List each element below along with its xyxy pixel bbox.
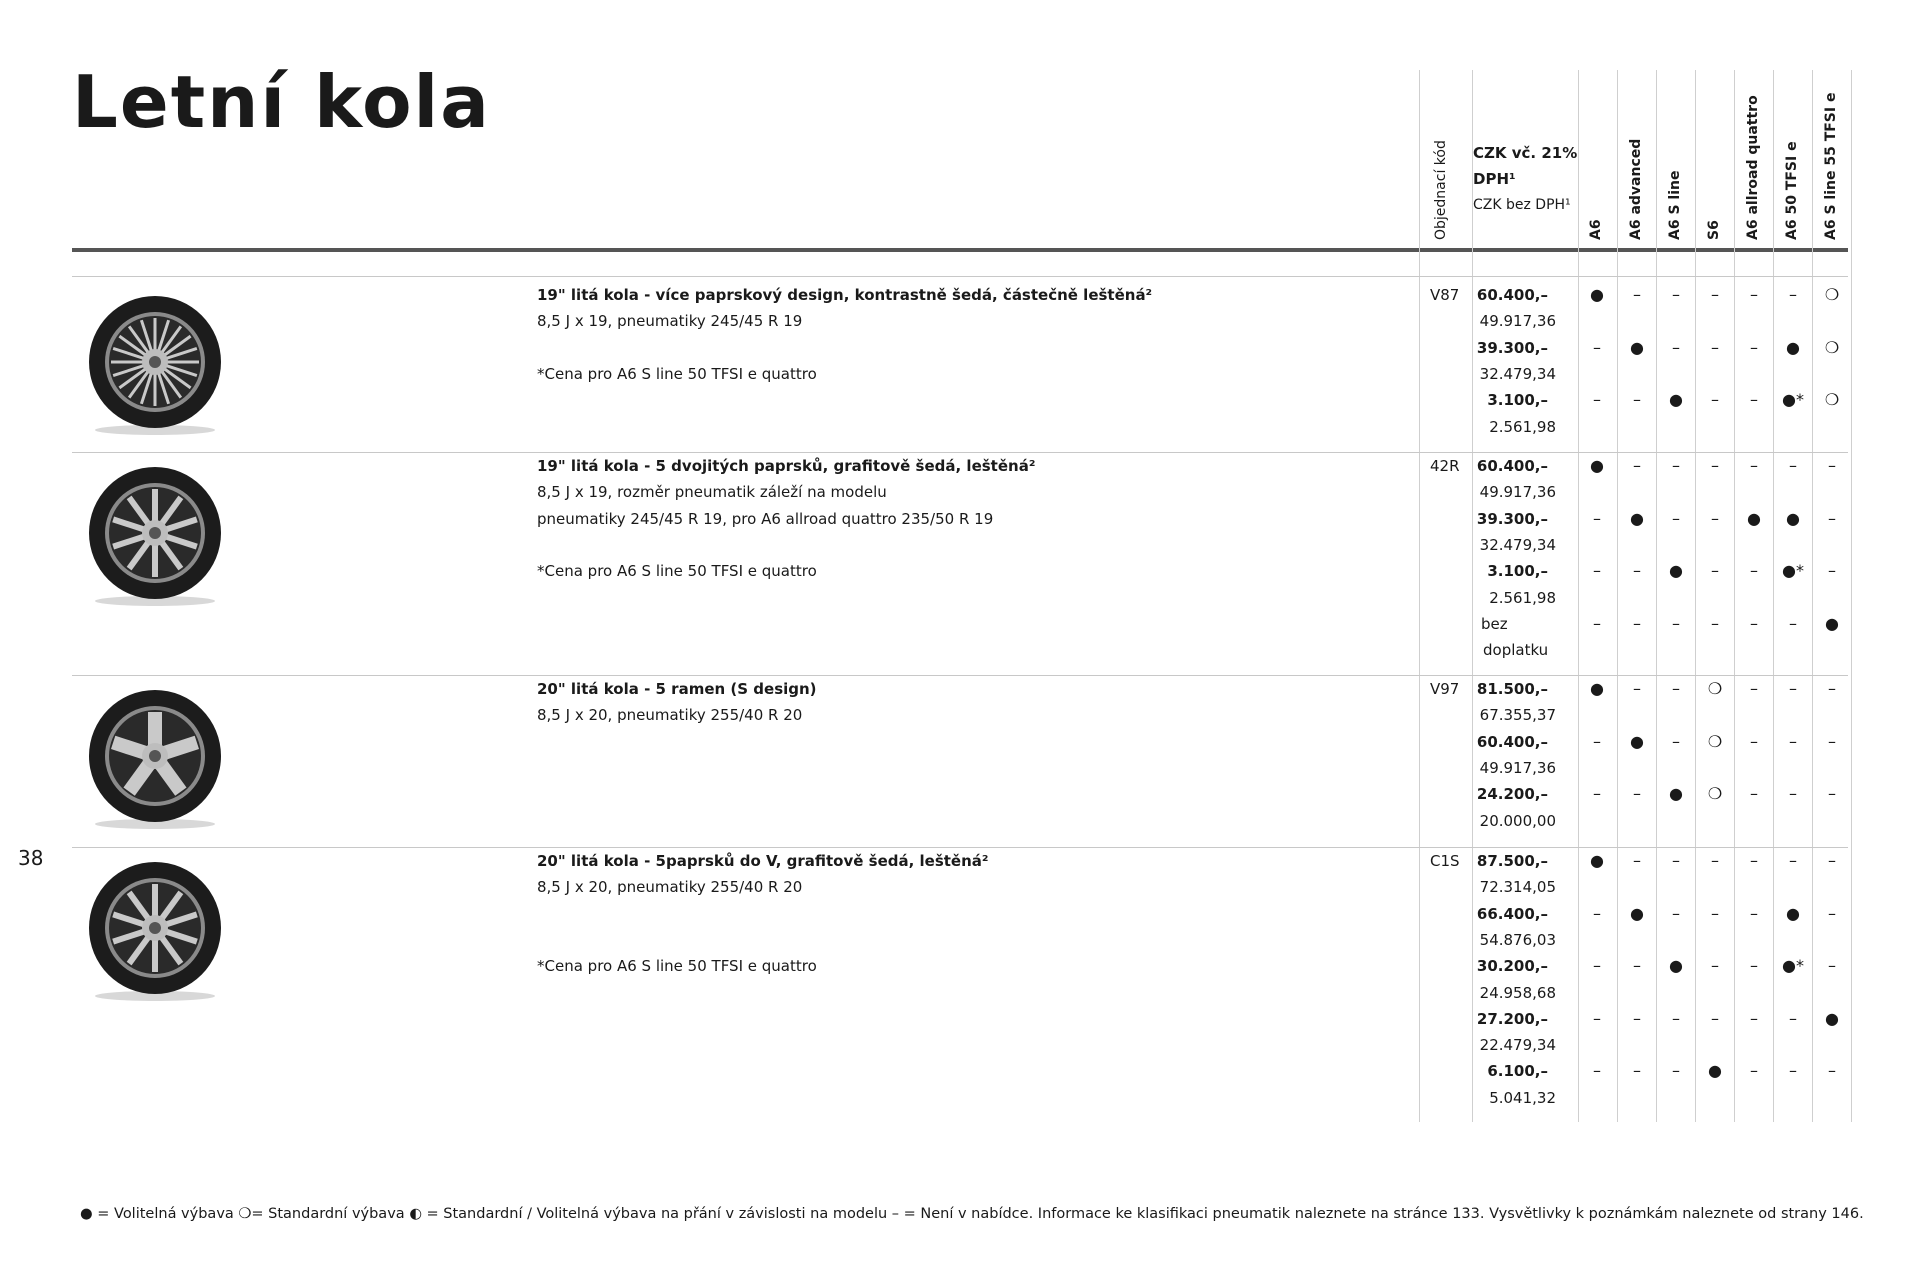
- availability-mark: –: [1672, 731, 1680, 751]
- wheel-description: *Cena pro A6 S line 50 TFSI e quattro: [537, 957, 817, 976]
- availability-mark: –: [1633, 956, 1641, 976]
- order-code: V87: [1430, 286, 1460, 304]
- header-model-5: A6 50 TFSI e: [1784, 141, 1800, 240]
- availability-mark: ●: [1630, 337, 1644, 357]
- availability-mark: –: [1789, 456, 1797, 475]
- column-divider: [1419, 70, 1420, 1122]
- availability-mark: –: [1672, 1061, 1680, 1081]
- wheel-image: [80, 856, 230, 1006]
- availability-mark: ●: [1630, 508, 1644, 528]
- availability-mark: ❍: [1707, 784, 1723, 804]
- availability-mark: –: [1750, 784, 1758, 804]
- wheel-title: 19" litá kola - více paprskový design, kontrastně šedá, částečně leštěná²: [537, 286, 1153, 304]
- header-price-novat: CZK bez DPH¹: [1473, 197, 1571, 213]
- price-with-vat: 27.200,–: [1476, 1009, 1548, 1028]
- availability-mark: –: [1828, 903, 1836, 923]
- wheel-description: 8,5 J x 20, pneumatiky 255/40 R 20: [537, 878, 803, 897]
- availability-mark: ●*: [1782, 390, 1804, 410]
- availability-mark: ❍: [1824, 285, 1840, 304]
- availability-mark: –: [1789, 1008, 1797, 1028]
- availability-mark: –: [1711, 851, 1719, 870]
- availability-mark: –: [1672, 613, 1680, 633]
- availability-mark: ●: [1825, 1008, 1839, 1028]
- availability-mark: –: [1828, 561, 1836, 581]
- price-with-vat: 60.400,–: [1476, 457, 1548, 475]
- wheel-title: 19" litá kola - 5 dvojitých paprsků, grafitově šedá, leštěná²: [537, 457, 1036, 475]
- availability-mark: –: [1711, 956, 1719, 976]
- availability-mark: ❍: [1824, 390, 1840, 410]
- availability-mark: –: [1828, 508, 1836, 528]
- row-divider: [72, 276, 1848, 277]
- wheel-description: *Cena pro A6 S line 50 TFSI e quattro: [537, 364, 817, 383]
- price-with-vat: 87.500,–: [1476, 852, 1548, 870]
- availability-mark: –: [1711, 456, 1719, 475]
- wheel-description: *Cena pro A6 S line 50 TFSI e quattro: [537, 562, 817, 581]
- price-with-vat: 30.200,–: [1476, 957, 1548, 976]
- availability-mark: –: [1750, 337, 1758, 357]
- page-number: 38: [18, 846, 44, 870]
- availability-mark: –: [1633, 1008, 1641, 1028]
- availability-mark: –: [1789, 285, 1797, 304]
- header-model-2: A6 S line: [1667, 170, 1683, 240]
- availability-mark: –: [1711, 390, 1719, 410]
- availability-mark: –: [1711, 337, 1719, 357]
- price-with-vat: 3.100,–: [1487, 562, 1548, 581]
- wheel-description: 8,5 J x 19, pneumatiky 245/45 R 19: [537, 312, 803, 331]
- price-without-vat: 32.479,34: [1479, 535, 1556, 554]
- header-rule: [72, 248, 1848, 252]
- availability-mark: –: [1789, 1061, 1797, 1081]
- wheel-description: pneumatiky 245/45 R 19, pro A6 allroad quattro 235/50 R 19: [537, 509, 994, 528]
- availability-mark: –: [1633, 1061, 1641, 1081]
- availability-mark: –: [1593, 508, 1601, 528]
- price-without-vat: 24.958,68: [1479, 983, 1556, 1002]
- availability-mark: ●*: [1782, 561, 1804, 581]
- availability-mark: ●: [1630, 903, 1644, 923]
- availability-mark: ●: [1590, 285, 1604, 304]
- availability-mark: ●: [1786, 903, 1800, 923]
- availability-mark: ❍: [1707, 731, 1723, 751]
- price-without-vat: 32.479,34: [1479, 364, 1556, 383]
- availability-mark: –: [1750, 285, 1758, 304]
- availability-mark: –: [1750, 731, 1758, 751]
- order-code: C1S: [1430, 852, 1460, 870]
- wheel-image: [80, 461, 230, 611]
- availability-mark: –: [1672, 337, 1680, 357]
- availability-mark: –: [1593, 731, 1601, 751]
- availability-mark: –: [1750, 679, 1758, 698]
- availability-mark: ●: [1747, 508, 1761, 528]
- availability-mark: –: [1750, 956, 1758, 976]
- availability-mark: –: [1750, 851, 1758, 870]
- availability-mark: –: [1633, 679, 1641, 698]
- availability-mark: –: [1593, 784, 1601, 804]
- price-with-vat: 60.400,–: [1476, 286, 1548, 304]
- availability-mark: –: [1828, 679, 1836, 698]
- availability-mark: –: [1593, 613, 1601, 633]
- header-price-vat-1: CZK vč. 21%: [1473, 144, 1578, 162]
- legend: ● = Volitelná výbava ❍= Standardní výbava ◐ = Standardní / Volitelná výbava na přání v závislosti na modelu – = Není v nabídce. Informace ke klasifikaci pneumatik naleznete na stránce 133. Vysvětlivky k poznámkám naleznete od strany 146.: [80, 1206, 1864, 1222]
- availability-mark: –: [1672, 1008, 1680, 1028]
- availability-mark: –: [1789, 784, 1797, 804]
- header-model-6: A6 S line 55 TFSI e: [1823, 92, 1839, 240]
- availability-mark: –: [1593, 903, 1601, 923]
- availability-mark: ●: [1590, 679, 1604, 698]
- availability-mark: ●*: [1782, 956, 1804, 976]
- availability-mark: –: [1789, 851, 1797, 870]
- wheel-title: 20" litá kola - 5paprsků do V, grafitově šedá, leštěná²: [537, 852, 989, 870]
- page-title: Letní kola: [72, 60, 491, 144]
- availability-mark: ●: [1669, 956, 1683, 976]
- order-code: V97: [1430, 680, 1460, 698]
- availability-mark: –: [1633, 285, 1641, 304]
- availability-mark: ❍: [1824, 337, 1840, 357]
- availability-mark: –: [1828, 1061, 1836, 1081]
- price-with-vat: 39.300,–: [1476, 509, 1548, 528]
- availability-mark: –: [1711, 613, 1719, 633]
- wheel-image: [80, 684, 230, 834]
- wheel-description: 8,5 J x 19, rozměr pneumatik záleží na modelu: [537, 483, 887, 502]
- price-without-vat: 2.561,98: [1489, 588, 1556, 607]
- header-model-0: A6: [1588, 219, 1604, 240]
- price-with-vat: 60.400,–: [1476, 732, 1548, 751]
- availability-mark: –: [1633, 390, 1641, 410]
- availability-mark: –: [1593, 337, 1601, 357]
- price-with-vat: 81.500,–: [1476, 680, 1548, 698]
- price-with-vat: 24.200,–: [1476, 785, 1548, 804]
- column-divider: [1851, 70, 1852, 1122]
- availability-mark: –: [1633, 456, 1641, 475]
- price-without-vat: 54.876,03: [1479, 930, 1556, 949]
- header-model-1: A6 advanced: [1628, 138, 1644, 240]
- availability-mark: ●: [1669, 561, 1683, 581]
- price-with-vat: 39.300,–: [1476, 338, 1548, 357]
- availability-mark: –: [1789, 731, 1797, 751]
- availability-mark: –: [1711, 903, 1719, 923]
- availability-mark: –: [1828, 784, 1836, 804]
- availability-mark: ●: [1669, 390, 1683, 410]
- order-code: 42R: [1430, 457, 1460, 475]
- availability-mark: –: [1672, 851, 1680, 870]
- availability-mark: –: [1828, 456, 1836, 475]
- wheel-description: 8,5 J x 20, pneumatiky 255/40 R 20: [537, 706, 803, 725]
- wheel-image: [80, 290, 230, 440]
- price-with-vat: 3.100,–: [1487, 391, 1548, 410]
- availability-mark: –: [1593, 1008, 1601, 1028]
- header-model-3: S6: [1706, 220, 1722, 240]
- availability-mark: –: [1593, 390, 1601, 410]
- availability-mark: –: [1593, 1061, 1601, 1081]
- availability-mark: –: [1672, 903, 1680, 923]
- price-without-vat: 5.041,32: [1489, 1088, 1556, 1107]
- wheel-title: 20" litá kola - 5 ramen (S design): [537, 680, 817, 698]
- availability-mark: ●: [1786, 508, 1800, 528]
- availability-mark: –: [1750, 561, 1758, 581]
- header-order-code: Objednací kód: [1433, 140, 1449, 240]
- price-without-vat: 49.917,36: [1479, 483, 1556, 502]
- availability-mark: –: [1750, 1008, 1758, 1028]
- availability-mark: –: [1828, 956, 1836, 976]
- availability-mark: –: [1672, 508, 1680, 528]
- availability-mark: ●: [1590, 456, 1604, 475]
- availability-mark: –: [1593, 956, 1601, 976]
- availability-mark: –: [1633, 851, 1641, 870]
- availability-mark: –: [1672, 679, 1680, 698]
- price-without-vat: 67.355,37: [1479, 706, 1556, 725]
- header-model-4: A6 allroad quattro: [1745, 95, 1761, 240]
- price-without-vat: 72.314,05: [1479, 878, 1556, 897]
- availability-mark: ●: [1590, 851, 1604, 870]
- availability-mark: ●: [1669, 784, 1683, 804]
- availability-mark: –: [1711, 1008, 1719, 1028]
- availability-mark: ●: [1708, 1061, 1722, 1081]
- availability-mark: –: [1711, 561, 1719, 581]
- price-without-vat: 22.479,34: [1479, 1036, 1556, 1055]
- price-without-vat: 20.000,00: [1479, 811, 1556, 830]
- price-with-vat: 6.100,–: [1487, 1062, 1548, 1081]
- price-without-vat: doplatku: [1483, 641, 1549, 660]
- availability-mark: –: [1633, 784, 1641, 804]
- availability-mark: ❍: [1707, 679, 1723, 698]
- availability-mark: –: [1750, 456, 1758, 475]
- price-with-vat: 66.400,–: [1476, 904, 1548, 923]
- availability-mark: –: [1828, 731, 1836, 751]
- availability-mark: –: [1828, 851, 1836, 870]
- availability-mark: –: [1711, 508, 1719, 528]
- price-with-vat: bez: [1481, 614, 1508, 633]
- availability-mark: –: [1672, 285, 1680, 304]
- availability-mark: –: [1633, 613, 1641, 633]
- availability-mark: ●: [1786, 337, 1800, 357]
- availability-mark: –: [1750, 390, 1758, 410]
- price-without-vat: 2.561,98: [1489, 417, 1556, 436]
- availability-mark: –: [1750, 903, 1758, 923]
- availability-mark: –: [1789, 679, 1797, 698]
- availability-mark: –: [1711, 285, 1719, 304]
- header-price-vat-2: DPH¹: [1473, 170, 1516, 188]
- availability-mark: –: [1750, 1061, 1758, 1081]
- price-without-vat: 49.917,36: [1479, 312, 1556, 331]
- availability-mark: ●: [1825, 613, 1839, 633]
- availability-mark: –: [1672, 456, 1680, 475]
- price-without-vat: 49.917,36: [1479, 758, 1556, 777]
- availability-mark: –: [1593, 561, 1601, 581]
- availability-mark: –: [1789, 613, 1797, 633]
- availability-mark: –: [1633, 561, 1641, 581]
- availability-mark: –: [1750, 613, 1758, 633]
- availability-mark: ●: [1630, 731, 1644, 751]
